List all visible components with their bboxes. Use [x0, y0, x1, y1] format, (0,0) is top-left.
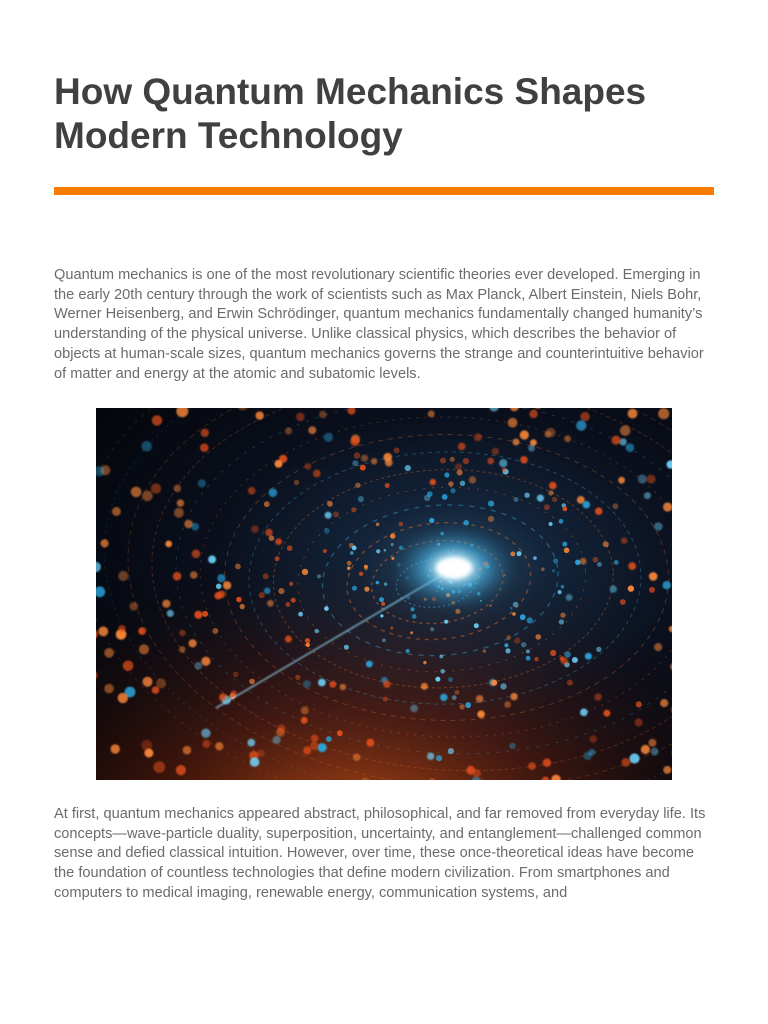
- page-title: How Quantum Mechanics Shapes Modern Technology: [54, 71, 647, 156]
- title-divider: [54, 187, 714, 195]
- quantum-illustration: [96, 408, 672, 780]
- body-paragraph: At first, quantum mechanics appeared abstract, philosophical, and far removed from everyday life. Its concepts—wave-particle duality, superposition, uncertainty, and entanglement—challenged common sense and defied classical intuition. However, over time, these once-theoretical ideas have become the foundation of countless technologies that define modern civilization. From smartphones and computers to medical imaging, renewable energy, communication systems, and: [54, 806, 706, 901]
- intro-paragraph: Quantum mechanics is one of the most revolutionary scientific theories ever developed. Emerging in the early 20th century through the work of scientists such as Max Planck, Albert Einstein, Niels Bohr, Werner Heisenberg, and Erwin Schrödinger, quantum mechanics fundamentally changed humanity’s understanding of the physical universe. Unlike classical physics, which describes the behavior of objects at human-scale sizes, quantum mechanics governs the strange and counterintuitive behavior of matter and energy at the atomic and subatomic levels.: [54, 267, 704, 382]
